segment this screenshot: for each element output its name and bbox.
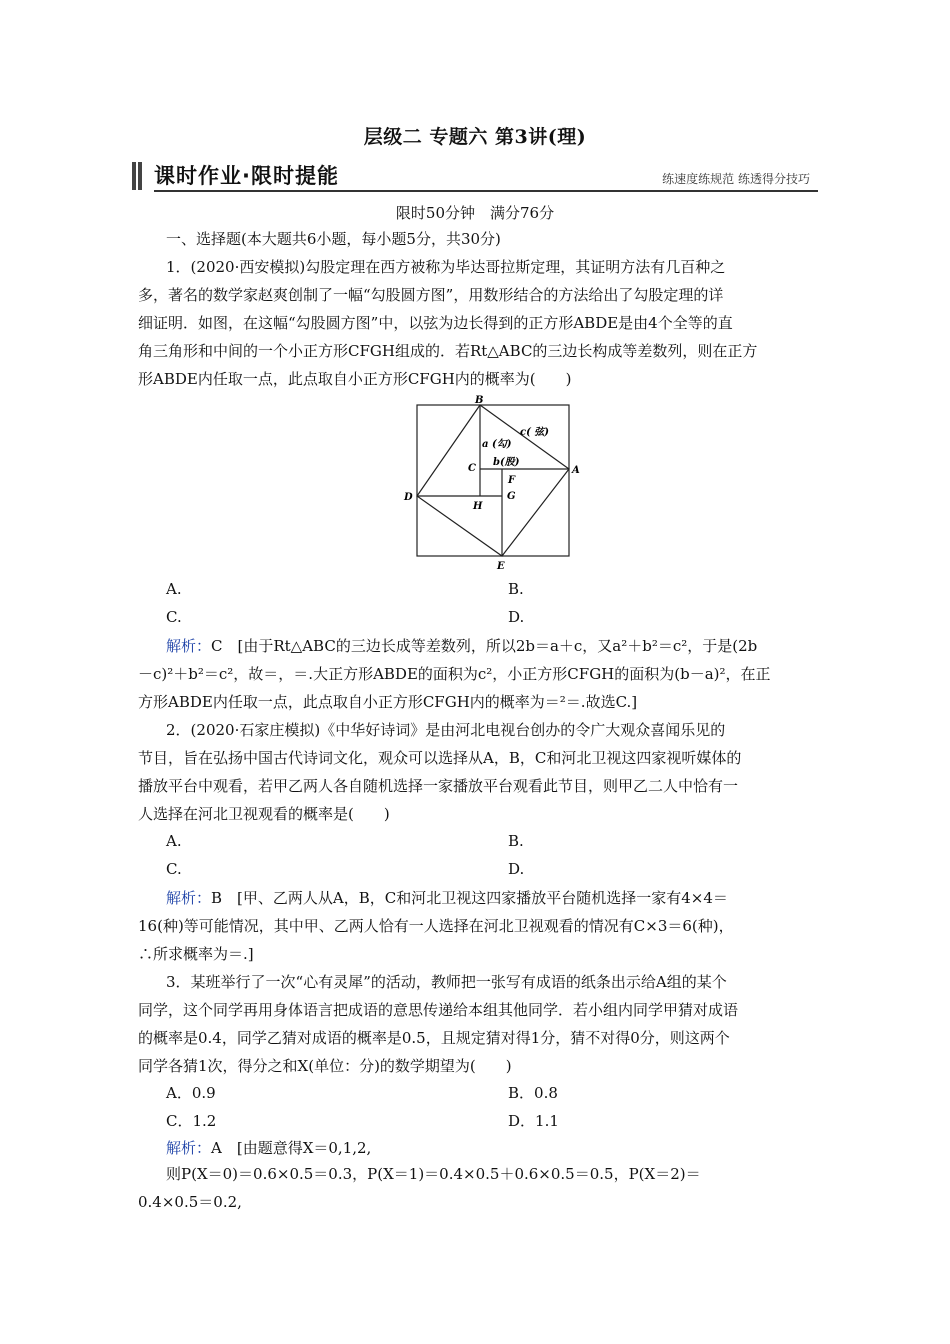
banner-subtitle: 练速度练规范 练透得分技巧 <box>662 172 810 186</box>
q1-option-d: D. <box>508 608 525 626</box>
q3-option-a: A．0.9 <box>166 1084 216 1102</box>
q1-answer-line: 方形ABDE内任取一点，此点取自小正方形CFGH内的概率为＝²＝.故选C.] <box>138 693 638 711</box>
q1-answer-line <box>166 636 757 656</box>
label-b-leg: b(股) <box>493 457 520 468</box>
q1-option-a: A. <box>166 580 182 598</box>
q1-answer-label: 解析： <box>166 637 212 655</box>
q3-answer-text: A [由题意得X＝0,1,2, <box>211 1139 372 1157</box>
q3-line: 的概率是0.4，同学乙猜对成语的概率是0.5，且规定猜对得1分，猜不对得0分，则这两个 <box>138 1029 730 1047</box>
label-c: C <box>468 463 476 474</box>
q2-option-c: C. <box>166 860 182 878</box>
q1-line: 细证明．如图，在这幅“勾股圆方图”中，以弦为边长得到的正方形ABDE是由4个全等的直 <box>138 314 733 332</box>
q2-answer-label: 解析： <box>166 889 212 907</box>
q2-line: 播放平台中观看，若甲乙两人各自随机选择一家播放平台观看此节目，则甲乙二人中恰有一 <box>138 777 739 795</box>
q1-option-b: B. <box>508 580 524 598</box>
label-a-leg: a (勾) <box>482 439 512 450</box>
q3-line: 3．某班举行了一次“心有灵犀”的活动，教师把一张写有成语的纸条出示给A组的某个 <box>166 973 727 991</box>
q2-answer-line <box>166 888 728 908</box>
banner-title: 课时作业·限时提能 <box>154 164 339 188</box>
q1-line: 角三角形和中间的一个小正方形CFGH组成的．若Rt△ABC的三边长构成等差数列，则在正方 <box>138 342 758 360</box>
q2-option-d: D. <box>508 860 525 878</box>
section-heading: 一、选择题(本大题共6小题，每小题5分，共30分) <box>166 230 501 248</box>
q3-option-c: C．1.2 <box>166 1112 217 1130</box>
q3-line: 同学，这个同学再用身体语言把成语的意思传递给本组其他同学．若小组内同学甲猜对成语 <box>138 1001 739 1019</box>
q1-line: 形ABDE内任取一点，此点取自小正方形CFGH内的概率为( ) <box>138 370 572 388</box>
banner-rule <box>154 190 818 192</box>
q2-answer-text: B [甲、乙两人从A，B，C和河北卫视这四家播放平台随机选择一家有4×4＝ <box>211 889 728 907</box>
q2-answer-line: 16(种)等可能情况，其中甲、乙两人恰有一人选择在河北卫视观看的情况有C×3＝6(种)， <box>138 917 734 935</box>
q3-answer-line <box>166 1138 371 1158</box>
q2-option-a: A. <box>166 832 182 850</box>
q2-answer-line: ∴所求概率为＝.] <box>138 945 254 963</box>
label-f: F <box>508 475 516 486</box>
section-banner <box>130 160 818 190</box>
q2-line: 2．(2020·石家庄模拟)《中华好诗词》是由河北电视台创办的令广大观众喜闻乐见的 <box>166 721 726 739</box>
q3-answer-line: 0.4×0.5＝0.2, <box>138 1193 242 1211</box>
q3-line: 同学各猜1次，得分之和X(单位：分)的数学期望为( ) <box>138 1057 512 1075</box>
q3-option-b: B．0.8 <box>508 1084 558 1102</box>
q1-answer-text: C [由于Rt△ABC的三边长成等差数列，所以2b＝a＋c，又a²＋b²＝c²，于是(2b <box>211 637 758 655</box>
label-h: H <box>473 501 483 512</box>
q1-line: 1．(2020·西安模拟)勾股定理在西方被称为毕达哥拉斯定理，其证明方法有几百种之 <box>166 258 726 276</box>
page-title: 层级二 专题六 第3讲(理) <box>363 126 587 148</box>
label-g: G <box>507 491 516 502</box>
q2-line: 节目，旨在弘扬中国古代诗词文化，观众可以选择从A，B，C和河北卫视这四家视听媒体的 <box>138 749 742 767</box>
label-d: D <box>404 492 413 503</box>
label-b: B <box>475 395 484 406</box>
q1-answer-line: －c)²＋b²＝c²，故＝，＝.大正方形ABDE的面积为c²，小正方形CFGH的面积为(b－a)²，在正 <box>138 665 771 683</box>
label-c-hypotenuse: c( 弦) <box>520 427 550 438</box>
gougu-square-diagram <box>398 393 588 573</box>
banner-bars-icon <box>130 162 146 190</box>
q1-line: 多，著名的数学家赵爽创制了一幅“勾股圆方图”，用数形结合的方法给出了勾股定理的详 <box>138 286 724 304</box>
q2-option-b: B. <box>508 832 524 850</box>
q2-line: 人选择在河北卫视观看的概率是( ) <box>138 805 390 823</box>
q3-answer-line: 则P(X＝0)＝0.6×0.5＝0.3，P(X＝1)＝0.4×0.5＋0.6×0.5＝0.5，P(X＝2)＝ <box>166 1165 701 1183</box>
q3-answer-label: 解析： <box>166 1139 212 1157</box>
label-a: A <box>572 465 580 476</box>
label-e: E <box>497 561 505 572</box>
q3-option-d: D．1.1 <box>508 1112 559 1130</box>
time-limit: 限时50分钟 满分76分 <box>395 204 555 222</box>
q1-option-c: C. <box>166 608 182 626</box>
